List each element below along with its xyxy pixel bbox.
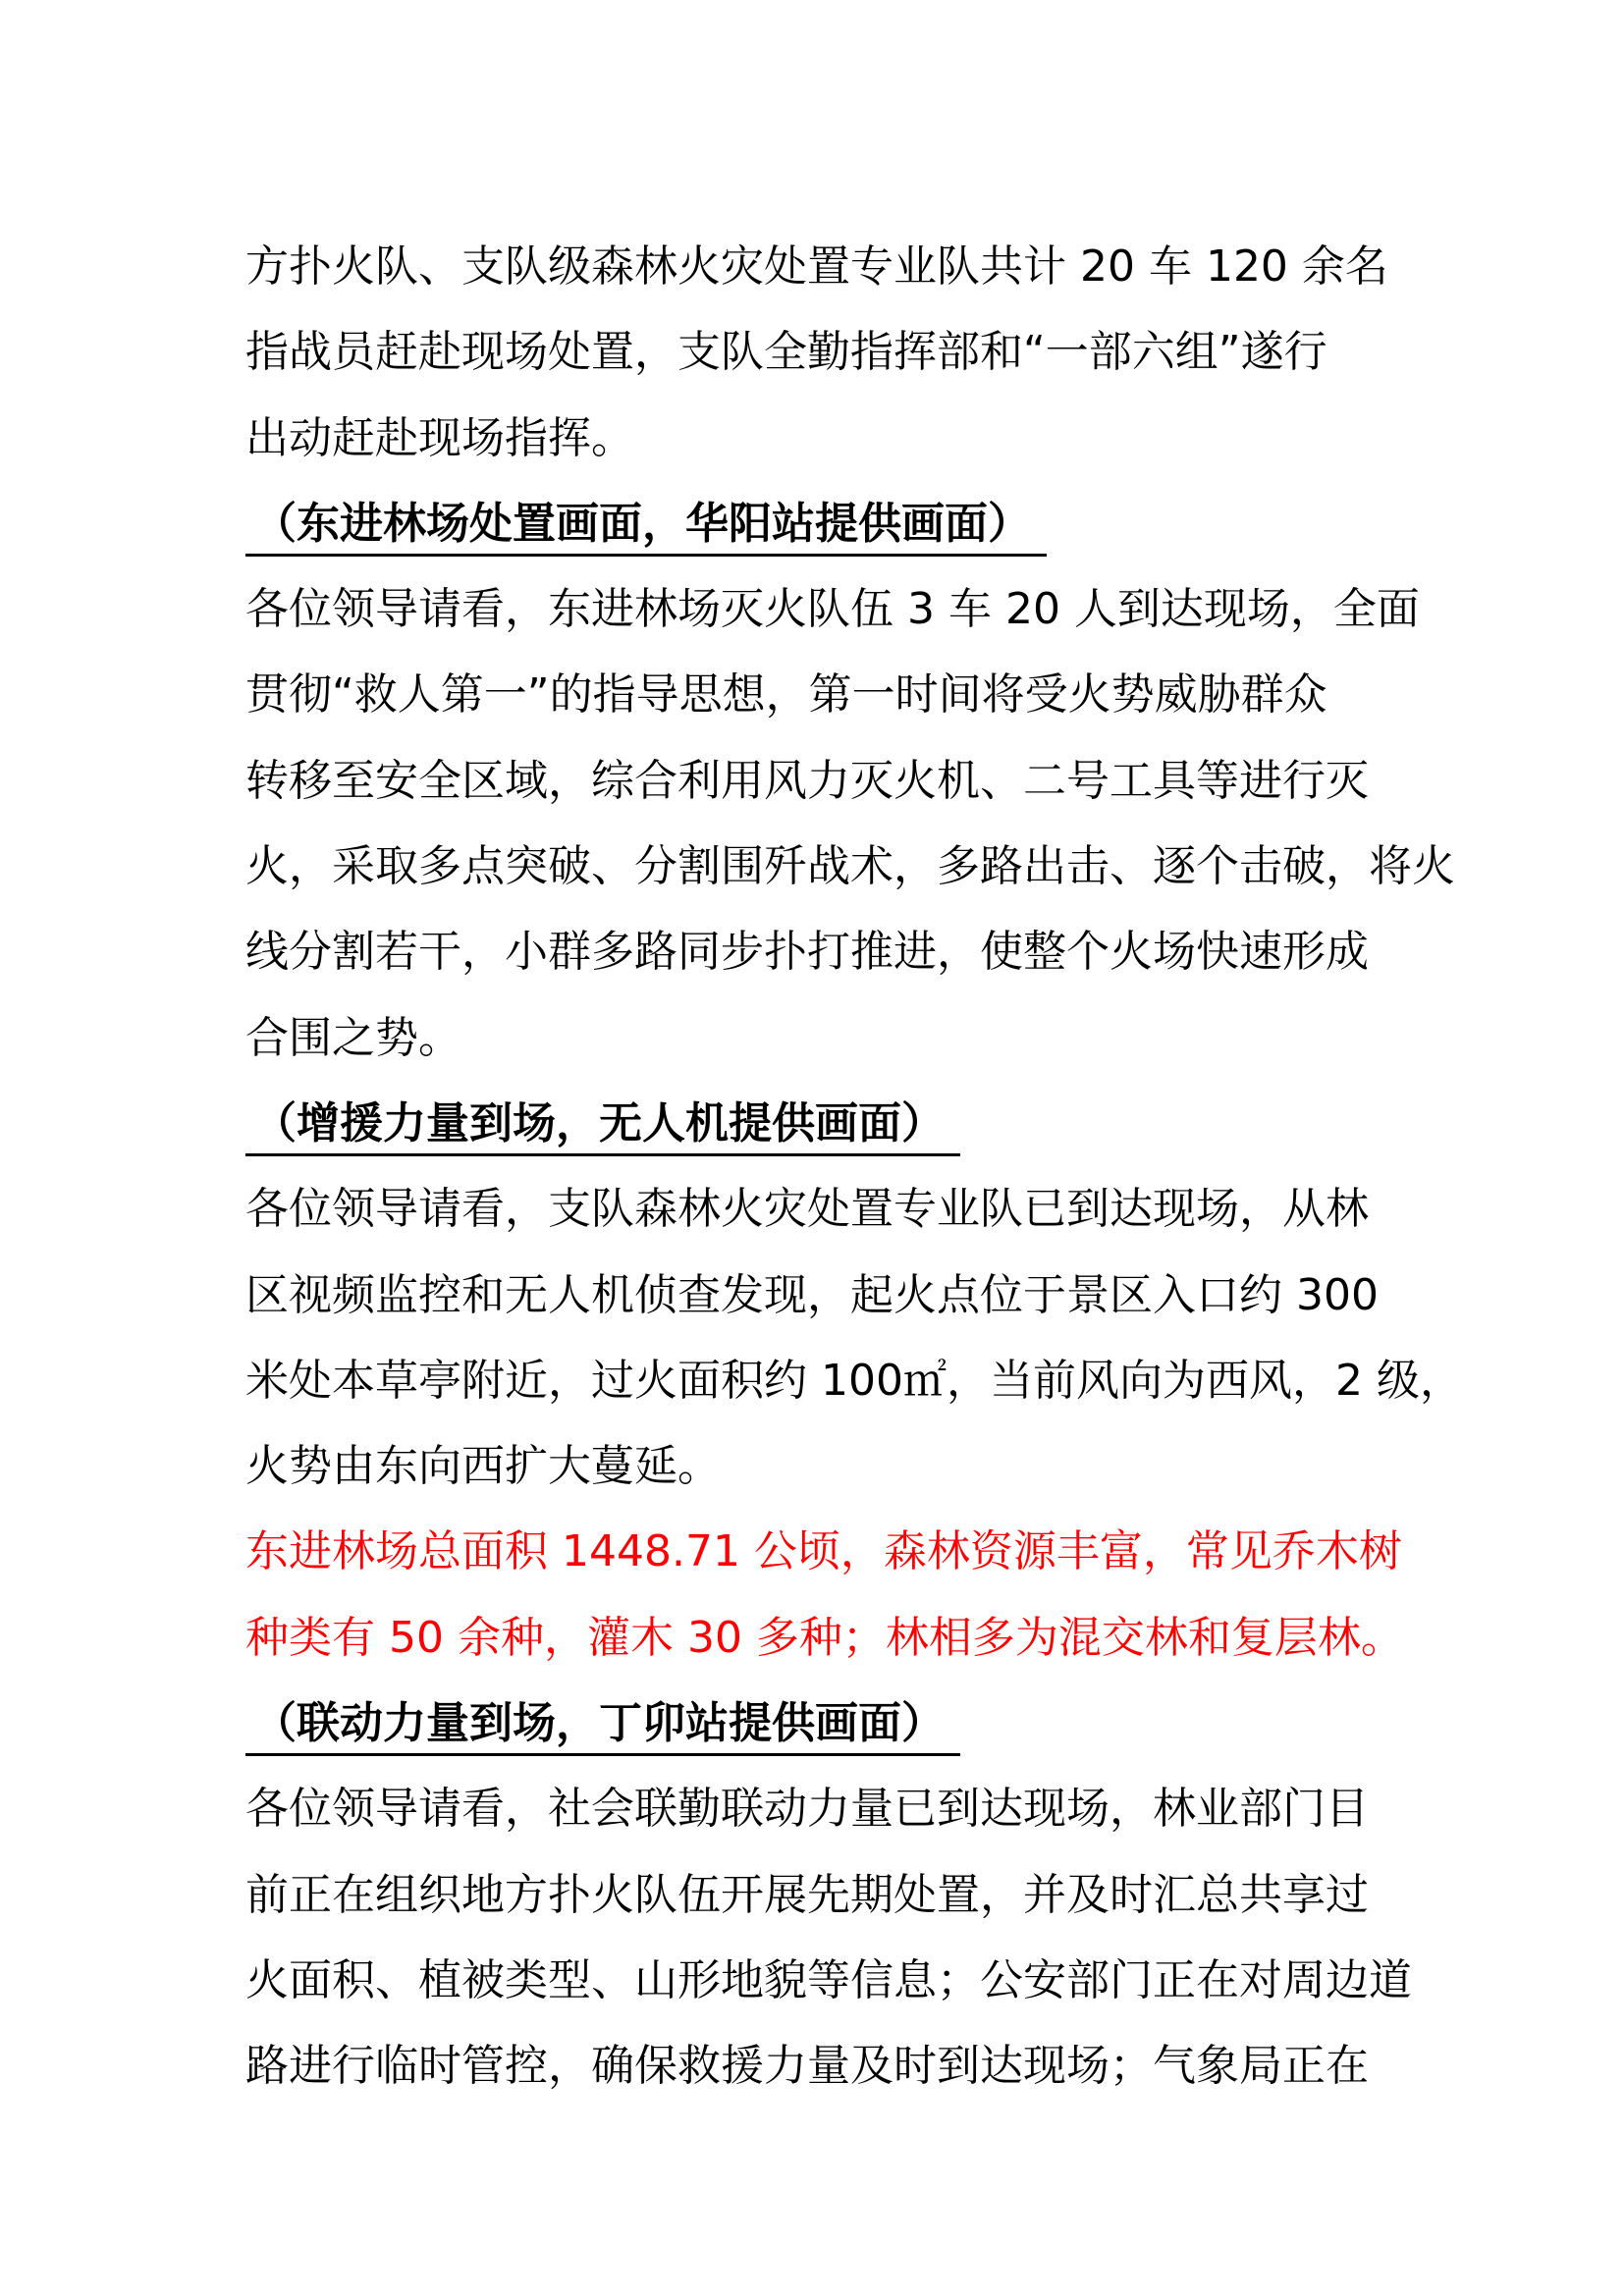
text-line: 各位领导请看，支队森林火灾处置专业队已到达现场，从林 bbox=[245, 1184, 1369, 1235]
section-heading-text: （联动力量到场，丁卯站提供画面） bbox=[245, 1694, 960, 1756]
text-line: 指战员赶赴现场处置，支队全勤指挥部和“一部六组”遂行 bbox=[245, 327, 1327, 378]
section-heading-text: （东进林场处置画面，华阳站提供画面） bbox=[245, 495, 1047, 557]
text-line: 方扑火队、支队级森林火灾处置专业队共计 20 车 120 余名 bbox=[245, 241, 1388, 292]
text-line: 前正在组织地方扑火队伍开展先期处置，并及时汇总共享过 bbox=[245, 1869, 1369, 1920]
text-line: 火，采取多点突破、分割围歼战术，多路出击、逐个击破，将火 bbox=[245, 841, 1455, 892]
text-line: 区视频监控和无人机侦查发现，起火点位于景区入口约 300 bbox=[245, 1269, 1379, 1320]
text-line: 各位领导请看，社会联勤联动力量已到达现场，林业部门目 bbox=[245, 1784, 1369, 1835]
text-line: 转移至安全区域，综合利用风力灭火机、二号工具等进行灭 bbox=[245, 755, 1369, 806]
text-line: 线分割若干，小群多路同步扑打推进，使整个火场快速形成 bbox=[245, 927, 1369, 978]
text-line: 各位领导请看，东进林场灭火队伍 3 车 20 人到达现场，全面 bbox=[245, 584, 1420, 635]
highlighted-text-line: 东进林场总面积 1448.71 公顷，森林资源丰富，常见乔木树 bbox=[245, 1526, 1402, 1577]
text-line: 米处本草亭附近，过火面积约 100㎡，当前风向为西风，2 级， bbox=[245, 1355, 1463, 1406]
section-heading bbox=[245, 1081, 1404, 1166]
text-line: 合围之势。 bbox=[245, 1012, 461, 1063]
text-line: 贯彻“救人第一”的指导思想，第一时间将受火势威胁群众 bbox=[245, 669, 1327, 721]
section-heading bbox=[245, 1681, 1404, 1766]
text-line: 火面积、植被类型、山形地貌等信息；公安部门正在对周边道 bbox=[245, 1954, 1412, 2005]
text-line: 出动赶赴现场指挥。 bbox=[245, 412, 634, 463]
document-page bbox=[245, 224, 1463, 2109]
section-heading bbox=[245, 481, 1404, 566]
text-line: 路进行临时管控，确保救援力量及时到达现场；气象局正在 bbox=[245, 2041, 1369, 2092]
text-line: 火势由东向西扩大蔓延。 bbox=[245, 1441, 721, 1492]
highlighted-text-line: 种类有 50 余种，灌木 30 多种；林相多为混交林和复层林。 bbox=[245, 1612, 1404, 1663]
section-heading-text: （增援力量到场，无人机提供画面） bbox=[245, 1095, 960, 1156]
